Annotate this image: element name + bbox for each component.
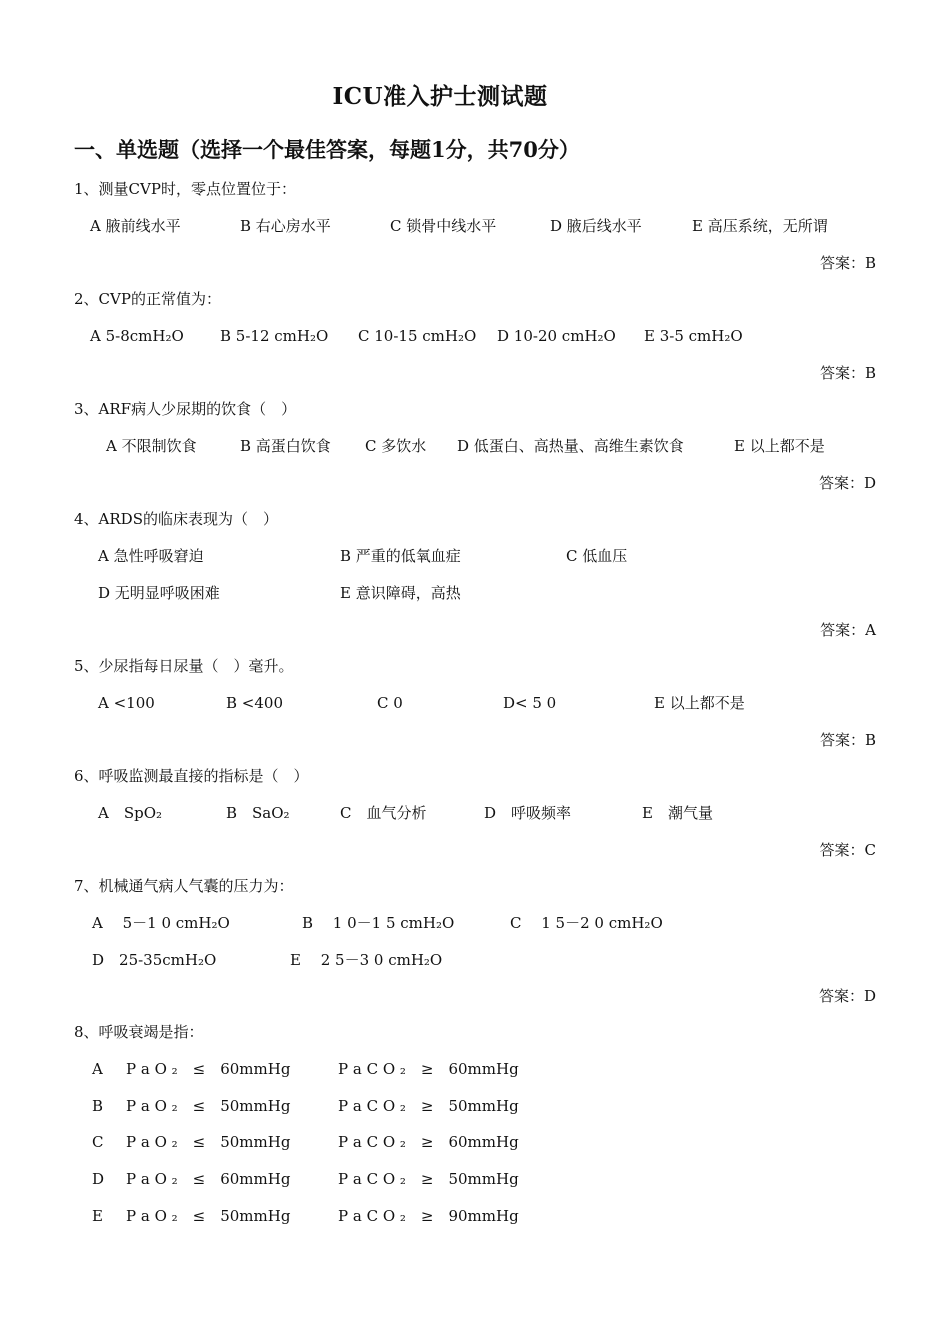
question-2-stem: 2、CVP的正常值为：: [74, 290, 221, 308]
question-1-option-d: D 腋后线水平: [550, 217, 642, 235]
question-5-option-b: B <400: [226, 694, 283, 712]
question-3-option-e: E 以上都不是: [734, 437, 825, 455]
question-4-option-d: D 无明显呼吸困难: [98, 584, 220, 602]
question-6-option-e: E 潮气量: [642, 804, 713, 822]
question-2-option-a: A 5-8cmH₂O: [90, 327, 184, 345]
question-2-option-c: C 10-15 cmH₂O: [358, 327, 477, 345]
question-8-option-c-pao2: P a O ₂ ≤ 50mmHg: [126, 1133, 291, 1151]
question-8-option-e-pao2: P a O ₂ ≤ 50mmHg: [126, 1207, 291, 1225]
question-5-option-e: E 以上都不是: [654, 694, 745, 712]
question-5-stem: 5、少尿指每日尿量（ ）毫升。: [74, 657, 294, 675]
question-4-option-b: B 严重的低氧血症: [340, 547, 461, 565]
question-8-option-c-letter: C: [92, 1133, 104, 1151]
question-8-option-d-pao2: P a O ₂ ≤ 60mmHg: [126, 1170, 291, 1188]
question-1-option-e: E 高压系统，无所谓: [692, 217, 828, 235]
question-8-option-a-paco2: P a C O ₂ ≥ 60mmHg: [338, 1060, 519, 1078]
question-2-option-b: B 5-12 cmH₂O: [220, 327, 329, 345]
question-5-option-d: D< 5 0: [503, 694, 557, 712]
question-5-option-c: C 0: [377, 694, 403, 712]
question-3-option-b: B 高蛋白饮食: [240, 437, 331, 455]
question-8-option-d-letter: D: [92, 1170, 105, 1188]
question-1-option-a: A 腋前线水平: [90, 217, 181, 235]
question-8-option-e-letter: E: [92, 1207, 103, 1225]
question-8-option-b-paco2: P a C O ₂ ≥ 50mmHg: [338, 1097, 519, 1115]
question-8-option-c-paco2: P a C O ₂ ≥ 60mmHg: [338, 1133, 519, 1151]
question-4-answer: 答案：A: [820, 621, 876, 639]
question-8-stem: 8、呼吸衰竭是指：: [74, 1023, 204, 1041]
question-6-option-a: A SpO₂: [98, 804, 163, 822]
question-4-option-c: C 低血压: [566, 547, 628, 565]
question-7-option-d: D 25-35cmH₂O: [92, 951, 217, 969]
question-3-option-c: C 多饮水: [365, 437, 427, 455]
question-1-option-c: C 锁骨中线水平: [390, 217, 497, 235]
section-heading: 一、单选题（选择一个最佳答案，每题1分，共70分）: [74, 137, 580, 162]
question-1-answer: 答案：B: [819, 254, 876, 272]
question-3-stem: 3、ARF病人少尿期的饮食（ ）: [74, 400, 297, 418]
question-8-option-b-pao2: P a O ₂ ≤ 50mmHg: [126, 1097, 291, 1115]
question-7-answer: 答案：D: [818, 987, 876, 1005]
question-2-option-d: D 10-20 cmH₂O: [497, 327, 616, 345]
question-2-answer: 答案：B: [819, 364, 876, 382]
question-6-stem: 6、呼吸监测最直接的指标是（ ）: [74, 767, 309, 785]
question-7-option-c: C 1 5－2 0 cmH₂O: [510, 914, 663, 932]
question-4-stem: 4、ARDS的临床表现为（ ）: [74, 510, 278, 528]
question-1-option-b: B 右心房水平: [240, 217, 331, 235]
question-3-option-a: A 不限制饮食: [106, 437, 197, 455]
question-1-stem: 1、测量CVP时，零点位置位于：: [74, 180, 296, 198]
question-6-answer: 答案：C: [819, 841, 876, 859]
question-3-option-d: D 低蛋白、高热量、高维生素饮食: [457, 437, 684, 455]
question-5-option-a: A <100: [98, 694, 155, 712]
question-8-option-e-paco2: P a C O ₂ ≥ 90mmHg: [338, 1207, 519, 1225]
question-3-answer: 答案：D: [818, 474, 876, 492]
question-7-stem: 7、机械通气病人气囊的压力为：: [74, 877, 294, 895]
question-2-option-e: E 3-5 cmH₂O: [644, 327, 743, 345]
question-6-option-d: D 呼吸频率: [484, 804, 572, 822]
page-title: ICU准入护士测试题: [332, 83, 548, 110]
question-7-option-a: A 5－1 0 cmH₂O: [92, 914, 230, 932]
question-6-option-b: B SaO₂: [226, 804, 290, 822]
question-7-option-b: B 1 0－1 5 cmH₂O: [302, 914, 455, 932]
question-8-option-b-letter: B: [92, 1097, 104, 1115]
question-8-option-a-letter: A: [92, 1060, 103, 1078]
question-4-option-e: E 意识障碍，高热: [340, 584, 461, 602]
question-8-option-d-paco2: P a C O ₂ ≥ 50mmHg: [338, 1170, 519, 1188]
question-4-option-a: A 急性呼吸窘迫: [98, 547, 204, 565]
question-7-option-e: E 2 5－3 0 cmH₂O: [290, 951, 443, 969]
question-6-option-c: C 血气分析: [340, 804, 427, 822]
question-8-option-a-pao2: P a O ₂ ≤ 60mmHg: [126, 1060, 291, 1078]
question-5-answer: 答案：B: [819, 731, 876, 749]
